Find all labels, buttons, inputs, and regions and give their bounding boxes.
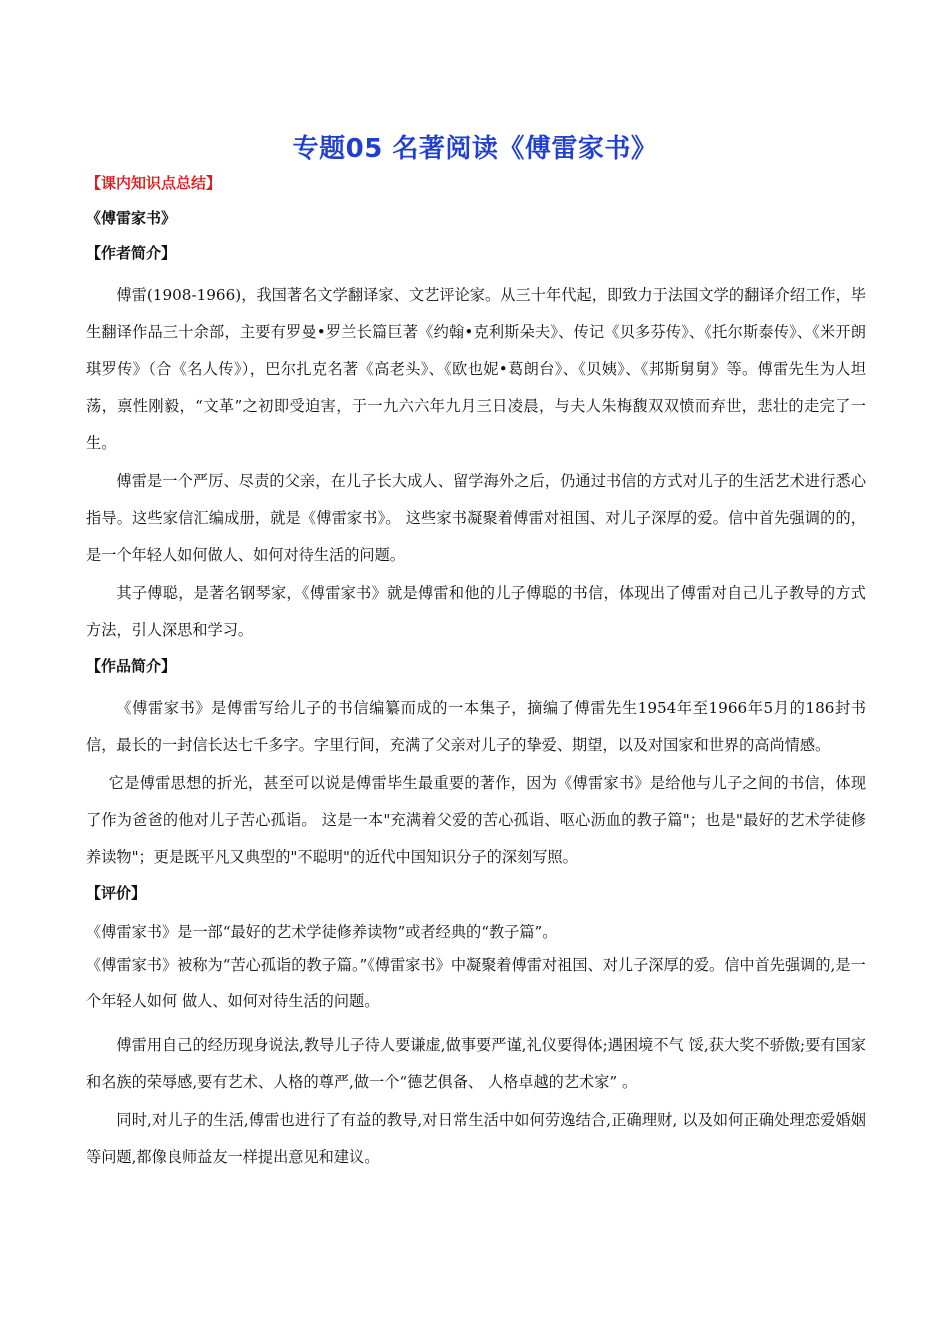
work-paragraph-1: 《傅雷家书》是傅雷写给儿子的书信编纂而成的一本集子，摘编了傅雷先生1954年至1966年5月的186封书信，最长的一封信长达七千多字。字里行间，充满了父亲对儿子的挚爱、期望，以及对国家和世界的高尚情感。 [86,699,866,754]
work-paragraph-2: 它是傅雷思想的折光，甚至可以说是傅雷毕生最重要的著作，因为《傅雷家书》是给他与儿子之间的书信，体现了作为爸爸的他对儿子苦心孤诣。 这是一本"充满着父爱的苦心孤诣、呕心沥血的教子篇"；也是"最好的艺术学徒修养读物"；更是既平凡又典型的"不聪明"的近代中国知识分子的深刻写照。 [86,774,866,866]
author-paragraph-2: 傅雷是一个严厉、尽责的父亲，在儿子长大成人、留学海外之后，仍通过书信的方式对儿子的生活艺术进行悉心指导。这些家信汇编成册，就是《傅雷家书》。 这些家书凝聚着傅雷对祖国、对儿子深厚的爱。信中首先强调的的，是一个年轻人如何做人、如何对待生活的问题。 [86,472,866,564]
work-heading: 【作品简介】 [86,657,177,675]
document-body [86,172,866,1177]
author-heading: 【作者简介】 [86,244,177,262]
review-line-2: 《傅雷家书》被称为“苦心孤诣的教子篇。”《傅雷家书》中凝聚着傅雷对祖国、对儿子深厚的爱。信中首先强调的,是一个年轻人如何 做人、如何对待生活的问题。 [86,956,866,1010]
section-label: 【课内知识点总结】 [86,174,222,192]
author-paragraph-3: 其子傅聪，是著名钢琴家，《傅雷家书》就是傅雷和他的儿子傅聪的书信，体现出了傅雷对自己儿子教导的方式方法，引人深思和学习。 [86,584,866,639]
review-paragraph-1: 傅雷用自己的经历现身说法,教导儿子待人要谦虚,做事要严谨,礼仪要得体;遇困境不气 馁,获大奖不骄傲;要有国家和名族的荣辱感,要有艺术、人格的尊严,做一个“德艺俱备、 人格卓越的艺术家” 。 [86,1036,866,1091]
page-title: 专题05 名著阅读《傅雷家书》 [292,134,658,164]
review-line-1: 《傅雷家书》是一部“最好的艺术学徒修养读物”或者经典的“教子篇”。 [86,923,558,941]
review-paragraph-2: 同时,对儿子的生活,傅雷也进行了有益的教导,对日常生活中如何劳逸结合,正确理财, 以及如何正确处理恋爱婚姻等问题,都像良师益友一样提出意见和建议。 [86,1111,866,1166]
author-paragraph-1: 傅雷(1908-1966)，我国著名文学翻译家、文艺评论家。从三十年代起，即致力于法国文学的翻译介绍工作，毕生翻译作品三十余部，主要有罗曼•罗兰长篇巨著《约翰•克利斯朵夫》、传记《贝多芬传》、《托尔斯泰传》、《米开朗琪罗传》（合《名人传》），巴尔扎克名著《高老头》、《欧也妮•葛朗台》、《贝姨》、《邦斯舅舅》等。傅雷先生为人坦荡，禀性刚毅，“文革”之初即受迫害，于一九六六年九月三日凌晨，与夫人朱梅馥双双愤而弃世，悲壮的走完了一生。 [86,286,866,452]
review-heading: 【评价】 [86,884,147,902]
book-title: 《傅雷家书》 [86,209,177,227]
